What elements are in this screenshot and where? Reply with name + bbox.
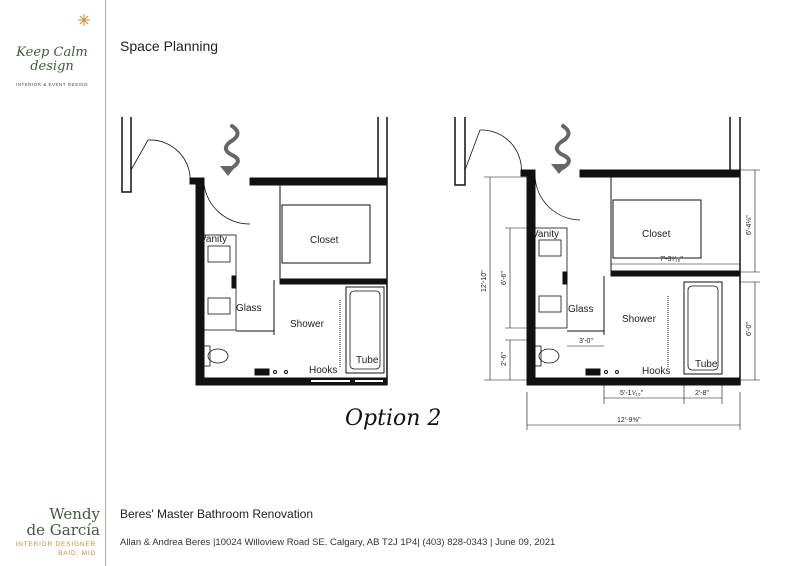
plan-left-vanity-label: Vanity — [200, 234, 228, 245]
plan-right-hooks-label: Hooks — [642, 366, 671, 377]
plan-left-glass-label: Glass — [236, 303, 262, 314]
plan-left-closet-label: Closet — [310, 235, 339, 246]
client-info: Allan & Andrea Beres |10024 Willoview Road SE. Calgary, AB T2J 1P4| (403) 828-0343 | June 09, 2021 — [120, 537, 556, 548]
dim-upper-right: 6'-4⅛" — [746, 215, 753, 235]
dim-hooks-span: 5'-1⁵⁄₁₆" — [620, 390, 644, 397]
plan-right-tube-label: Tube — [695, 359, 718, 370]
plan-right-vanity-label: Vanity — [532, 229, 560, 240]
option-label: Option 2 — [345, 406, 442, 431]
designer-name: Wendy de García — [26, 505, 100, 539]
dim-total-height: 12'-10" — [481, 270, 488, 292]
page-title: Space Planning — [120, 38, 219, 54]
dim-vanity-height: 6'-6" — [501, 271, 508, 285]
plan-right-glass-label: Glass — [568, 304, 594, 315]
designer-title: INTERIOR DESIGNER BAID, MID — [15, 541, 96, 557]
dim-total-width: 12'-9⅝" — [617, 417, 641, 424]
plan-left-tube-label: Tube — [356, 355, 379, 366]
plan-left — [122, 117, 387, 385]
project-name: Beres' Master Bathroom Renovation — [120, 507, 314, 521]
dim-lower-right: 6'-0" — [746, 322, 753, 336]
dim-toilet-height: 2'-6" — [501, 352, 508, 366]
logo-tagline: INTERIOR & EVENT DESIGN — [16, 82, 88, 87]
plan-left-hooks-label: Hooks — [309, 365, 338, 376]
dim-closet-width: 7'-3⁷⁄₁₆" — [660, 256, 683, 263]
logo-wordmark: Keep Calm design — [16, 45, 88, 74]
dim-glass-offset: 3'-0" — [579, 338, 593, 345]
dim-tube-span: 2'-8" — [695, 390, 709, 397]
plan-left-shower-label: Shower — [290, 319, 324, 330]
plan-right-closet-label: Closet — [642, 229, 671, 240]
plan-right-shower-label: Shower — [622, 314, 656, 325]
